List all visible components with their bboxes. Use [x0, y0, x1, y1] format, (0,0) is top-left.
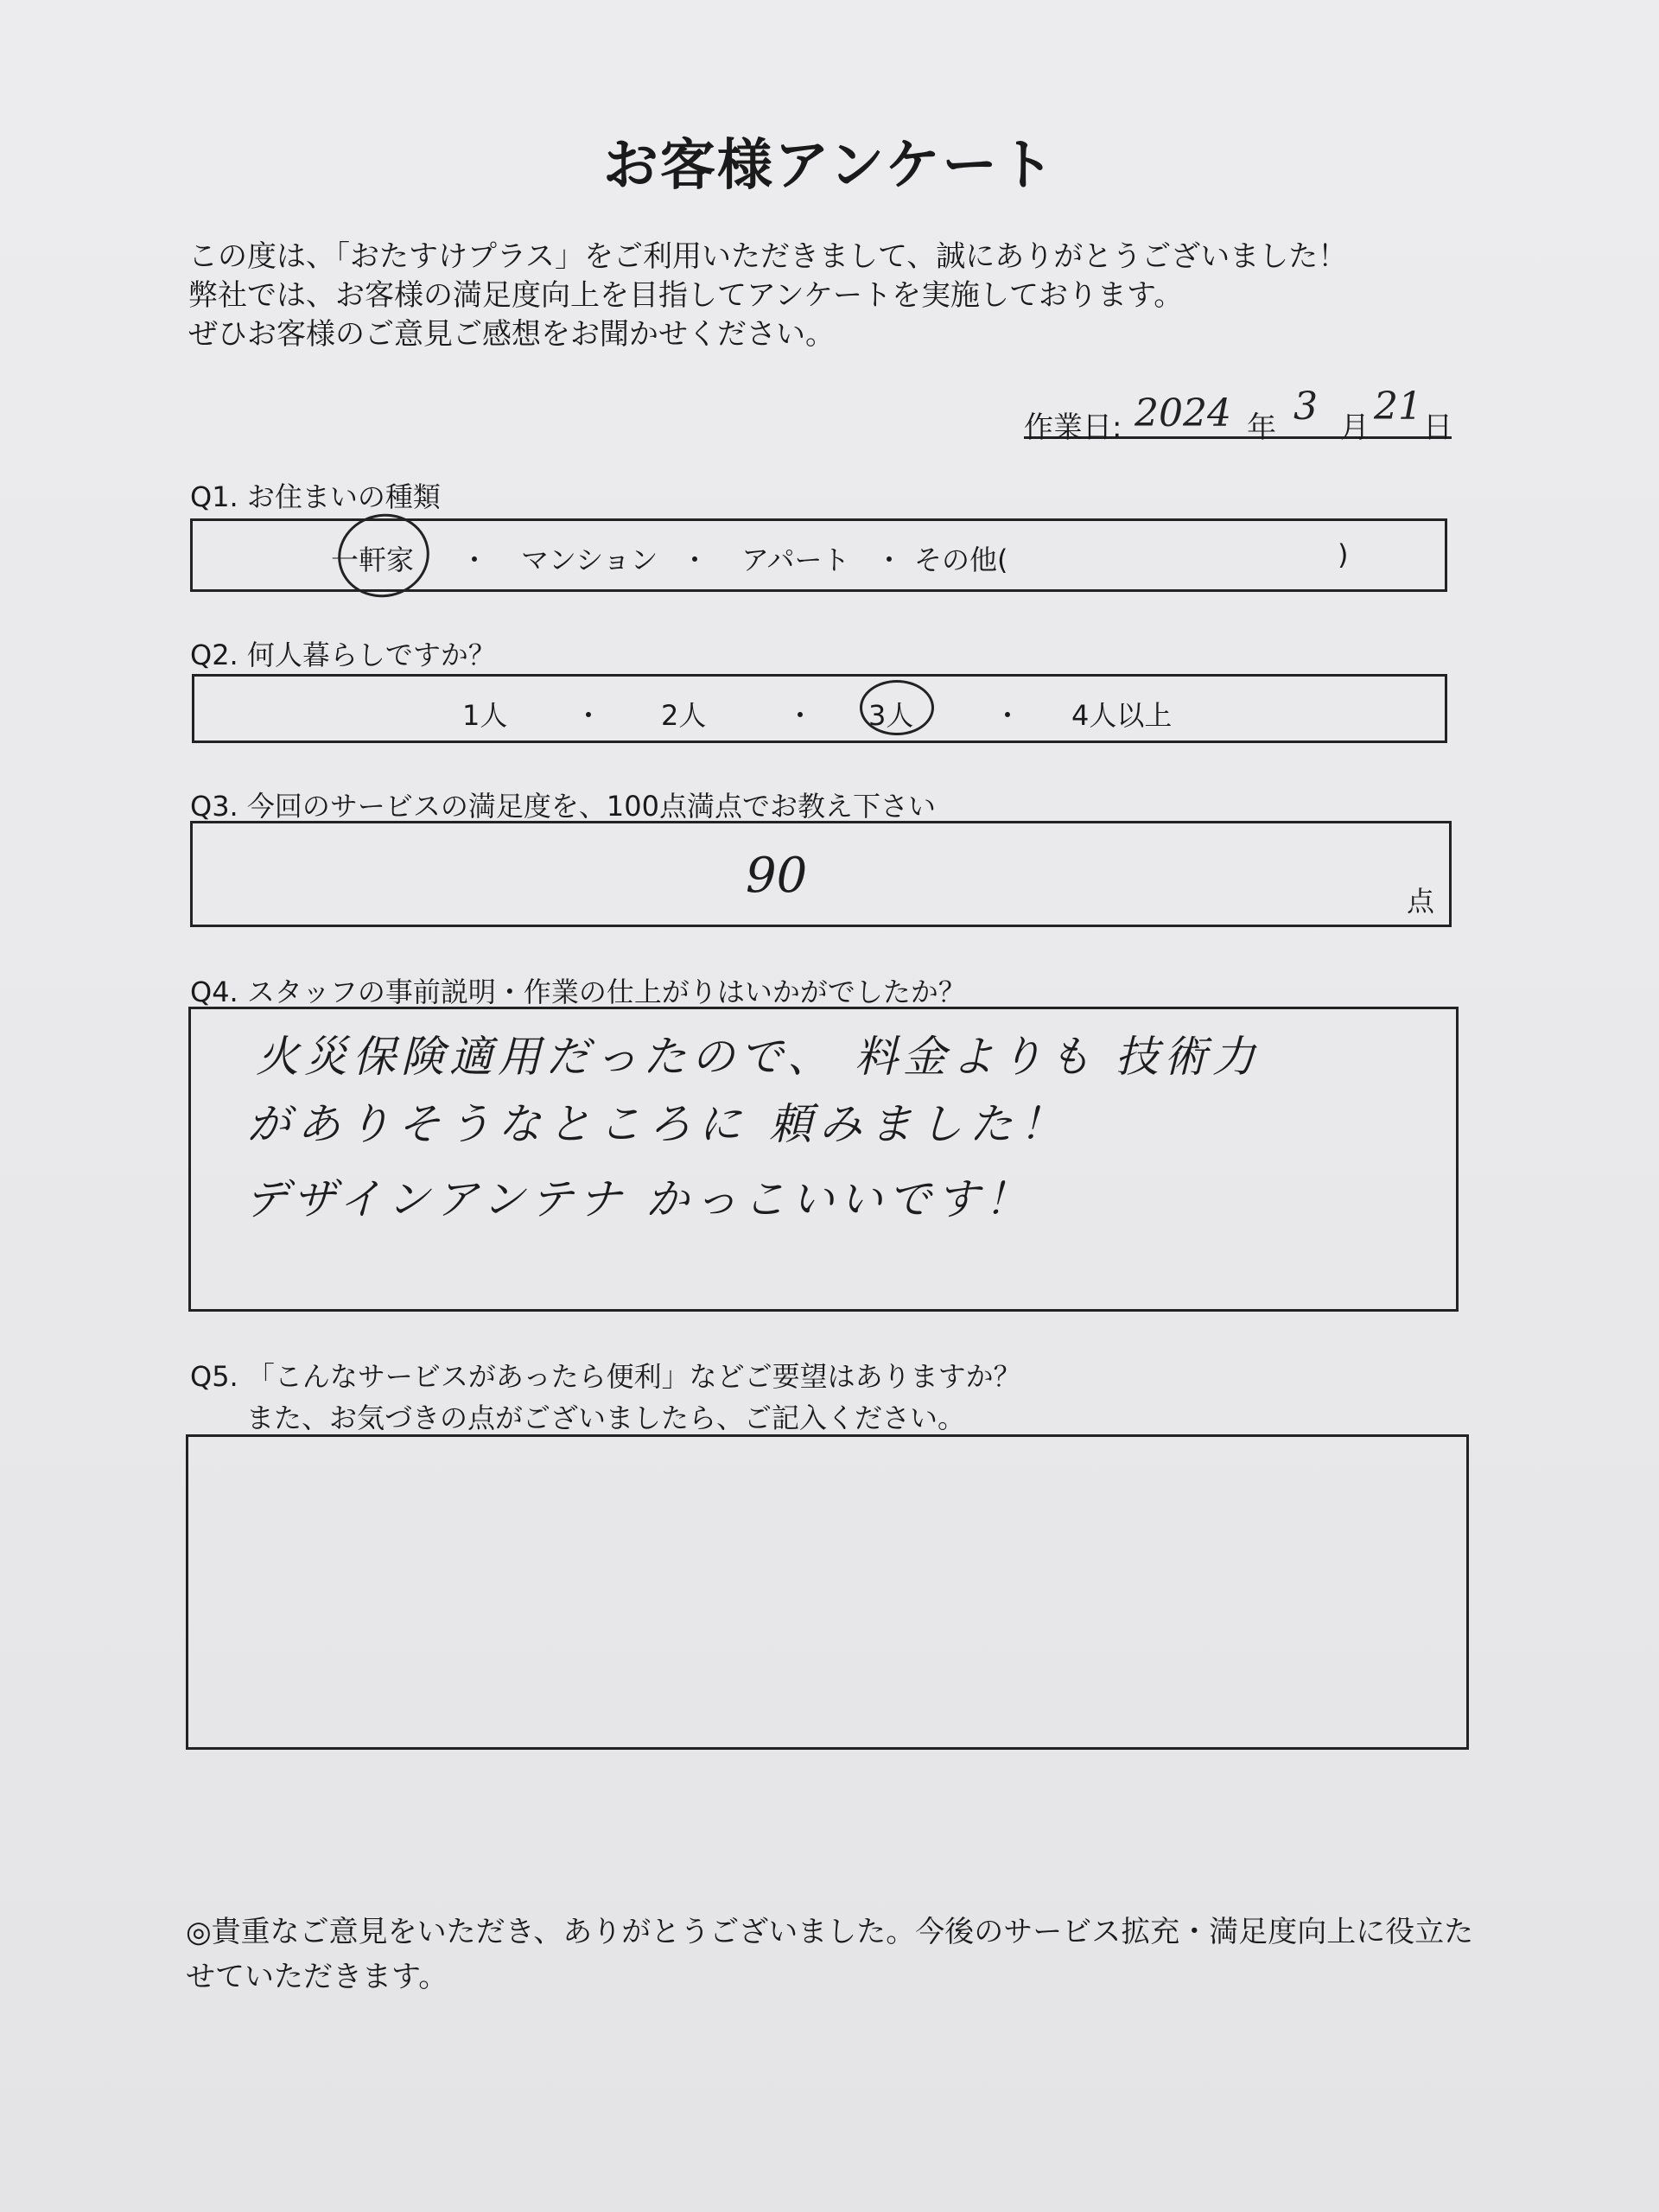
intro-line: この度は、「おたすけプラス」をご利用いただきまして、誠にありがとうございました！ — [188, 239, 1348, 274]
q1-option-house[interactable]: 一軒家 — [331, 543, 415, 576]
q2-option-4plus[interactable]: 4人以上 — [1071, 699, 1173, 732]
q2-question: Q2. 何人暮らしですか？ — [190, 639, 496, 671]
work-date-year: 2024 — [1135, 391, 1231, 435]
q4-answer-box[interactable] — [188, 1007, 1459, 1312]
q2-option-2[interactable]: 2人 — [661, 699, 707, 732]
q2-option-1[interactable]: 1人 — [462, 699, 508, 732]
q2-answer-box — [192, 674, 1447, 743]
separator: ・ — [994, 699, 1022, 732]
day-unit: 日 — [1423, 410, 1452, 445]
q2-selection-circle — [860, 680, 934, 735]
q1-answer-box — [190, 518, 1447, 592]
footer-line: せていただきます。 — [186, 1960, 448, 1994]
footer-note — [186, 1910, 1482, 1999]
intro-text — [188, 238, 1484, 354]
intro-line: 弊社では、お客様の満足度向上を目指してアンケートを実施しております。 — [188, 278, 1184, 313]
q4-answer-line: 火災保険適用だったので、 料金よりも 技術力 — [256, 1032, 1261, 1082]
work-date-month: 3 — [1294, 385, 1318, 429]
month-unit: 月 — [1340, 410, 1370, 445]
work-date-field — [1024, 385, 1452, 445]
separator: ・ — [681, 543, 709, 576]
q4-answer-line: がありそうなところに 頼みました！ — [247, 1099, 1070, 1149]
year-unit: 年 — [1247, 410, 1276, 445]
work-date-label: 作業日: — [1024, 410, 1122, 445]
q1-option-apartment[interactable]: アパート — [741, 543, 850, 576]
q1-option-mansion[interactable]: マンション — [521, 543, 658, 576]
q3-question: Q3. 今回のサービスの満足度を、100点満点でお教え下さい — [190, 790, 936, 823]
q2-option-3[interactable]: 3人 — [868, 699, 914, 732]
q3-score: 90 — [746, 848, 808, 904]
q4-question: Q4. スタッフの事前説明・作業の仕上がりはいかがでしたか？ — [190, 976, 966, 1008]
q1-other-close-paren: ) — [1338, 538, 1349, 571]
q3-unit: 点 — [1407, 885, 1435, 918]
q5-answer-box[interactable] — [186, 1434, 1469, 1750]
q5-question-sub: また、お気づきの点がございましたら、ご記入ください。 — [246, 1402, 966, 1434]
separator: ・ — [875, 543, 904, 576]
separator: ・ — [461, 543, 489, 576]
q5-question: Q5. 「こんなサービスがあったら便利」などご要望はありますか？ — [190, 1360, 1021, 1393]
q3-answer-box[interactable] — [190, 821, 1452, 927]
work-date-day: 21 — [1374, 385, 1422, 429]
footer-line: ◎貴重なご意見をいただき、ありがとうございました。今後のサービス拡充・満足度向上に役立た — [186, 1915, 1474, 1949]
q1-selection-circle — [330, 505, 437, 606]
q1-question: Q1. お住まいの種類 — [190, 480, 441, 513]
survey-title: お客様アンケート — [602, 134, 1057, 198]
q4-answer-line: デザインアンテナ かっこいいです！ — [245, 1174, 1033, 1224]
q1-option-other[interactable]: その他( — [914, 543, 1008, 576]
intro-line: ぜひお客様のご意見ご感想をお聞かせください。 — [188, 317, 835, 352]
separator: ・ — [575, 699, 603, 732]
separator: ・ — [786, 699, 815, 732]
